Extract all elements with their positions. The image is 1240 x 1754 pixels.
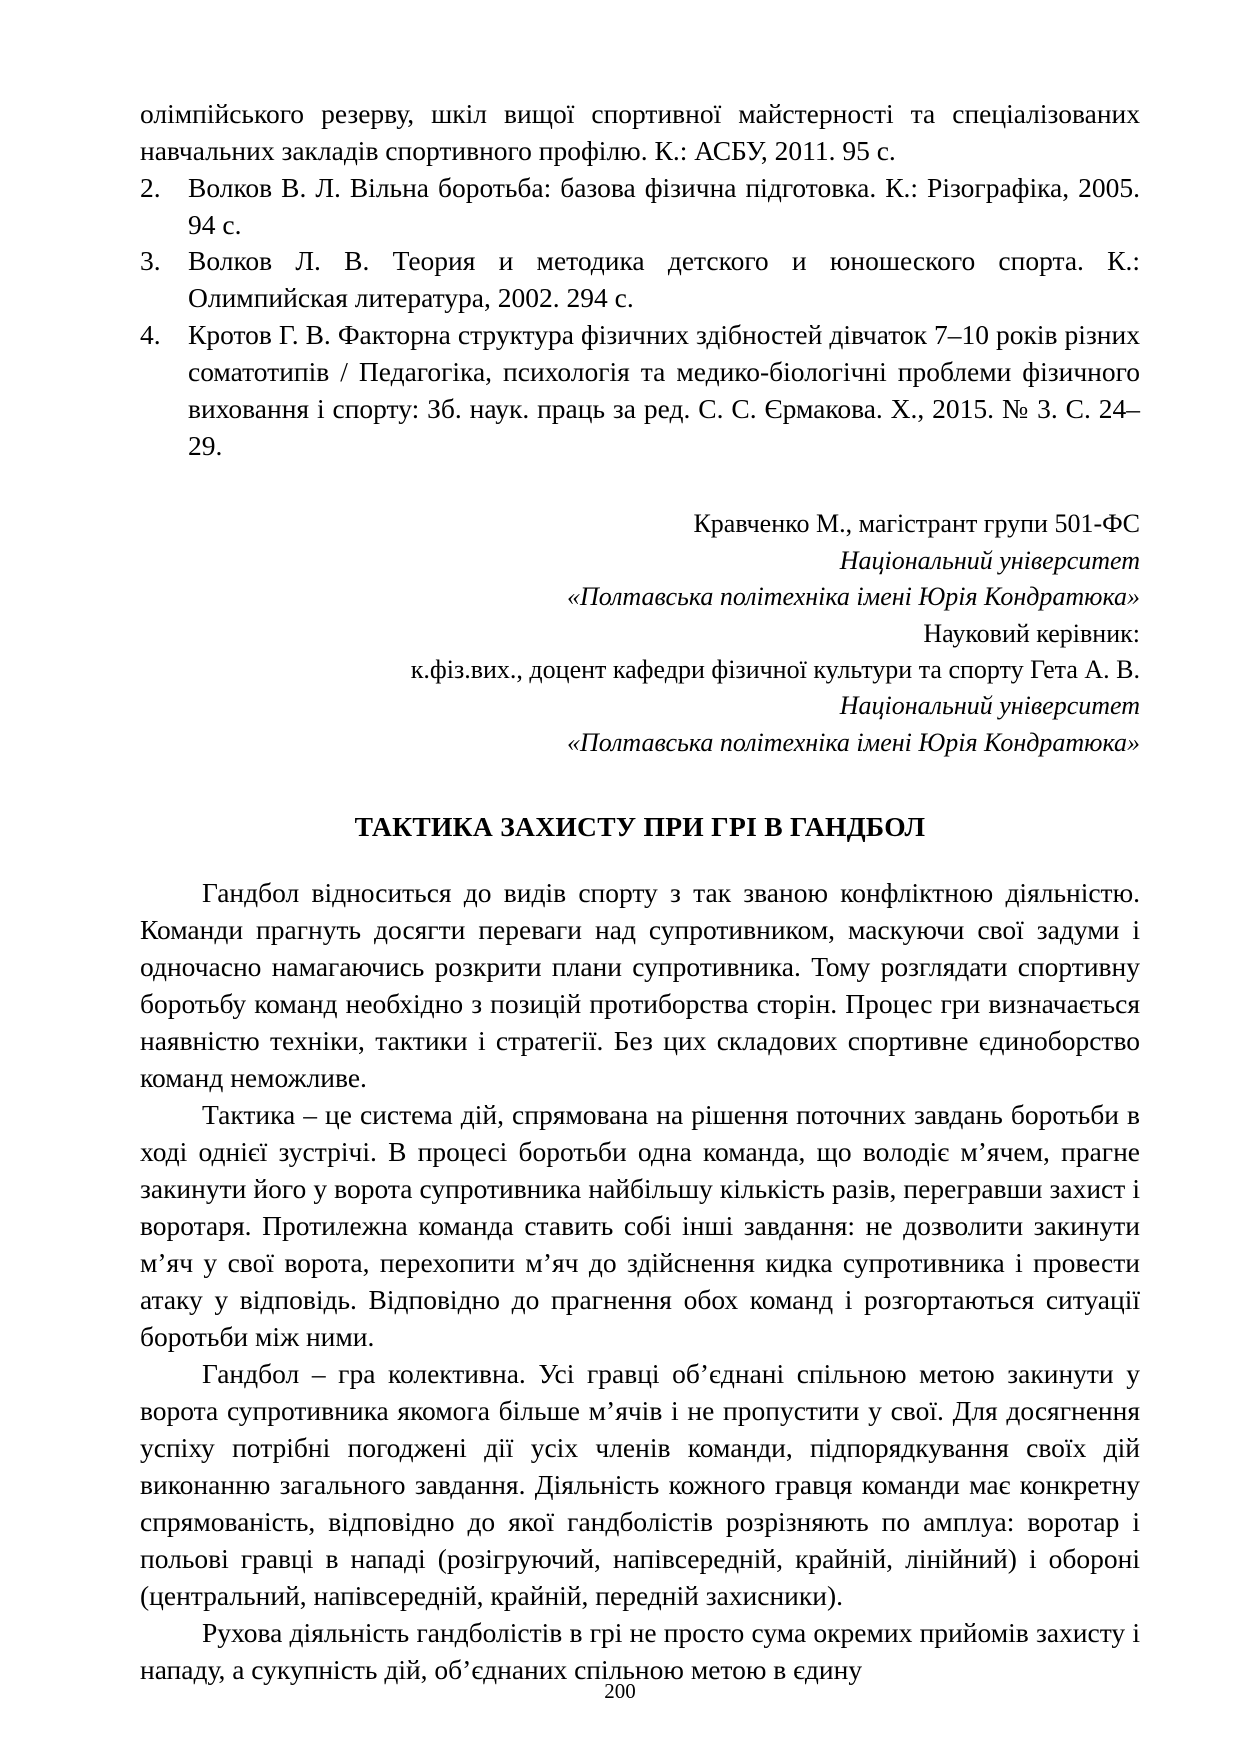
body-paragraph: Рухова діяльність гандболістів в грі не просто сума окремих прийомів захисту і нападу, а сукупність дій, об’єднаних спільною метою в єдину	[140, 1616, 1140, 1685]
bibliography-item-number: 3.	[140, 245, 161, 277]
author-affiliation-line-2: «Полтавська політехніка імені Юрія Кондратюка»	[566, 582, 1140, 612]
attribution-block	[140, 506, 1140, 761]
bibliography-item	[140, 243, 1140, 317]
page-number: 200	[604, 1679, 636, 1703]
body-paragraph: Гандбол – гра колективна. Усі гравці об’єднані спільною метою закинути у ворота супротивника якомога більше м’ячів і не пропустити у свої. Для досягнення успіху потрібні погоджені дії усіх членів команди, підпорядкування своїх дій виконанню загального завдання. Діяльність кожного гравця команди має конкретну спрямованість, відповідно до якої гандболістів розрізняють по амплуа: воротар і польові гравці в нападі (розігруючий, напівсередній, крайній, лінійний) і обороні (центральний, напівсередній, крайній, передній захисники).	[140, 1357, 1140, 1611]
bibliography-item-number: 4.	[140, 319, 161, 351]
bibliography-item-number: 2.	[140, 171, 161, 203]
article-body	[140, 875, 1140, 1689]
supervisor-affiliation-line-1: Національний університет	[839, 691, 1140, 721]
supervisor-name: к.фіз.вих., доцент кафедри фізичної культури та спорту Гета А. В.	[410, 655, 1140, 684]
supervisor-label: Науковий керівник:	[923, 618, 1140, 648]
author-name: Кравченко М., магістрант групи 501-ФС	[693, 509, 1140, 539]
bibliography-item	[140, 317, 1140, 464]
bibliography-item	[140, 170, 1140, 244]
author-affiliation-line-1: Національний університет	[839, 545, 1140, 575]
body-paragraph: Тактика – це система дій, спрямована на рішення поточних завдань боротьби в ході однієї зустрічі. В процесі боротьби одна команда, що володіє м’ячем, прагне закинути його у ворота супротивника найбільшу кількість разів, перегравши захист і воротаря. Протилежна команда ставить собі інші завдання: не дозволити закинути м’яч у свої ворота, перехопити м’яч до здійснення кидка супротивника і провести атаку у відповідь. Відповідно до прагнення обох команд і розгортаються ситуації боротьби між ними.	[140, 1098, 1140, 1352]
article-title: ТАКТИКА ЗАХИСТУ ПРИ ГРІ В ГАНДБОЛ	[354, 811, 926, 843]
bibliography-item-text: Кротов Г. В. Факторна структура фізичних здібностей дівчаток 7–10 років різних соматотипів / Педагогіка, психологія та медико-біологічні проблеми фізичного виховання і спорту: Зб. наук. праць за ред. С. С. Єрмакова. Х., 2015. № 3. С. 24–29.	[188, 319, 1140, 461]
bibliography-item-text: Волков Л. В. Теория и методика детского и юношеского спорта. К.: Олимпийская литература, 2002. 294 с.	[188, 245, 1140, 314]
bibliography-item-text: Волков В. Л. Вільна боротьба: базова фізична підготовка. К.: Різографіка, 2005. 94 с.	[188, 171, 1140, 240]
body-paragraph: Гандбол відноситься до видів спорту з так званою конфліктною діяльністю. Команди прагнуть досягти переваги над супротивником, маскуючи свої задуми і одночасно намагаючись розкрити плани супротивника. Тому розглядати спортивну боротьбу команд необхідно з позицій протиборства сторін. Процес гри визначається наявністю техніки, тактики і стратегії. Без цих складових спортивне єдиноборство команд неможливе.	[140, 876, 1140, 1093]
bibliography-continuation: олімпійського резерву, шкіл вищої спортивної майстерності та спеціалізованих навчальних закладів спортивного профілю. К.: АСБУ, 2011. 95 с.	[140, 98, 1140, 166]
bibliography-section	[140, 96, 1140, 464]
supervisor-affiliation-line-2: «Полтавська політехніка імені Юрія Кондратюка»	[566, 727, 1140, 757]
